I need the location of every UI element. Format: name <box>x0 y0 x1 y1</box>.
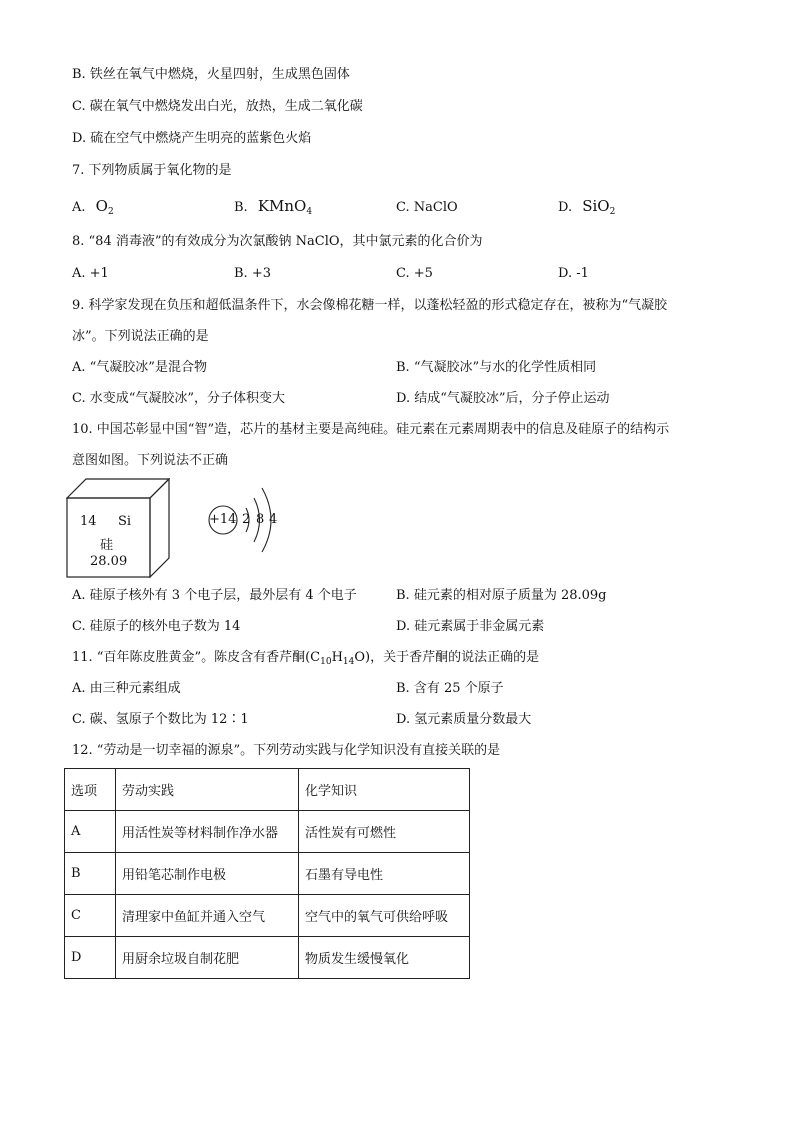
q10-stem-line1: 10. 中国芯彰显中国“智”造，芯片的基材主要是高纯硅。硅元素在元素周期表中的信息及硅原子的结构示 <box>72 422 670 437</box>
q7-option-d-sub: 2 <box>609 207 616 217</box>
atom-structure-diagram <box>206 480 286 560</box>
table-cell: 活性炭有可燃性 <box>299 811 470 853</box>
table-cell: D <box>65 937 116 979</box>
q12-table <box>64 768 470 979</box>
table-cell: 用铅笔芯制作电极 <box>116 853 299 895</box>
q7-option-b-main: KMnO <box>257 197 307 215</box>
q9-option-b: B. “气凝胶冰”与水的化学性质相同 <box>396 360 597 375</box>
q7-option-b-formula <box>258 197 312 215</box>
atom-shell-2: 8 <box>256 512 265 527</box>
periodic-table-cell <box>66 478 170 578</box>
table-cell: 用厨余垃圾自制花肥 <box>116 937 299 979</box>
q11-option-a: A. 由三种元素组成 <box>72 681 181 696</box>
q7-option-b-sub: 4 <box>306 207 313 217</box>
q7-option-d <box>558 197 615 221</box>
atom-nucleus-charge: +14 <box>209 512 237 527</box>
table-row <box>65 853 470 895</box>
element-atomic-mass: 28.09 <box>90 554 128 569</box>
table-header-cell: 选项 <box>65 769 116 811</box>
q7-option-d-formula <box>582 197 615 215</box>
table-header-cell: 劳动实践 <box>116 769 299 811</box>
element-name: 硅 <box>100 538 114 553</box>
q7-option-d-main: SiO <box>582 197 610 215</box>
q9-option-d: D. 结成“气凝胶冰”后，分子停止运动 <box>396 391 610 406</box>
q8-option-d: D. -1 <box>558 266 589 281</box>
q11-stem-post: O)，关于香芹酮的说法正确的是 <box>354 650 540 665</box>
q11-stem-pre: 11. “百年陈皮胜黄金”。陈皮含有香芹酮(C <box>72 650 321 665</box>
q7-stem: 7. 下列物质属于氧化物的是 <box>72 163 232 178</box>
q8-option-c: C. +5 <box>396 266 433 281</box>
element-atomic-number: 14 <box>80 514 97 529</box>
q7-option-a-formula <box>96 197 114 215</box>
q7-option-c: C. NaClO <box>396 200 458 215</box>
element-symbol: Si <box>118 514 132 529</box>
table-cell: 石墨有导电性 <box>299 853 470 895</box>
q12-stem: 12. “劳动是一切幸福的源泉”。下列劳动实践与化学知识没有直接关联的是 <box>72 743 501 758</box>
q9-option-a: A. “气凝胶冰”是混合物 <box>72 360 207 375</box>
q7-option-a-main: O <box>95 197 108 215</box>
q11-sub-hydrogen: 14 <box>342 657 355 667</box>
q6-option-c: C. 碳在氧气中燃烧发出白光，放热，生成二氧化碳 <box>72 99 363 114</box>
table-header-row <box>65 769 470 811</box>
q11-sub-carbon: 10 <box>320 657 332 667</box>
q11-option-c: C. 碳、氢原子个数比为 12∶1 <box>72 712 249 727</box>
table-row <box>65 811 470 853</box>
q8-option-b: B. +3 <box>234 266 271 281</box>
q11-option-b: B. 含有 25 个原子 <box>396 681 504 696</box>
table-cell: C <box>65 895 116 937</box>
table-row <box>65 895 470 937</box>
table-cell: 清理家中鱼缸并通入空气 <box>116 895 299 937</box>
q10-stem-line2: 意图如图。下列说法不正确 <box>72 453 229 468</box>
atom-shell-1: 2 <box>242 512 251 527</box>
q7-option-a <box>72 197 114 221</box>
q7-option-b <box>234 197 312 221</box>
q10-option-a: A. 硅原子核外有 3 个电子层，最外层有 4 个电子 <box>72 588 357 603</box>
q10-option-d: D. 硅元素属于非金属元素 <box>396 619 545 634</box>
q7-option-b-label: B. <box>234 200 248 215</box>
q11-stem-h: H <box>331 650 343 665</box>
table-cell: A <box>65 811 116 853</box>
q7-option-a-sub: 2 <box>107 207 114 217</box>
q9-option-c: C. 水变成“气凝胶冰”，分子体积变大 <box>72 391 286 406</box>
table-cell: B <box>65 853 116 895</box>
table-header-cell: 化学知识 <box>299 769 470 811</box>
q9-stem-line1: 9. 科学家发现在负压和超低温条件下，水会像棉花糖一样，以蓬松轻盈的形式稳定存在，被称为“气凝胶 <box>72 298 668 313</box>
table-cell: 空气中的氧气可供给呼吸 <box>299 895 470 937</box>
q10-option-b: B. 硅元素的相对原子质量为 28.09g <box>396 588 607 603</box>
q6-option-b: B. 铁丝在氧气中燃烧，火星四射，生成黑色固体 <box>72 67 350 82</box>
q8-option-a: A. +1 <box>72 266 109 281</box>
atom-shell-3: 4 <box>269 512 278 527</box>
q9-stem-line2: 冰”。下列说法正确的是 <box>72 329 209 344</box>
q7-option-d-label: D. <box>558 200 573 215</box>
table-cell: 物质发生缓慢氧化 <box>299 937 470 979</box>
q7-option-a-label: A. <box>72 200 86 215</box>
q11-stem <box>72 649 539 671</box>
q11-option-d: D. 氢元素质量分数最大 <box>396 712 532 727</box>
q6-option-d: D. 硫在空气中燃烧产生明亮的蓝紫色火焰 <box>72 131 312 146</box>
table-cell: 用活性炭等材料制作净水器 <box>116 811 299 853</box>
table-row <box>65 937 470 979</box>
q10-option-c: C. 硅原子的核外电子数为 14 <box>72 619 241 634</box>
q8-stem: 8. “84 消毒液”的有效成分为次氯酸钠 NaClO，其中氯元素的化合价为 <box>72 234 483 249</box>
